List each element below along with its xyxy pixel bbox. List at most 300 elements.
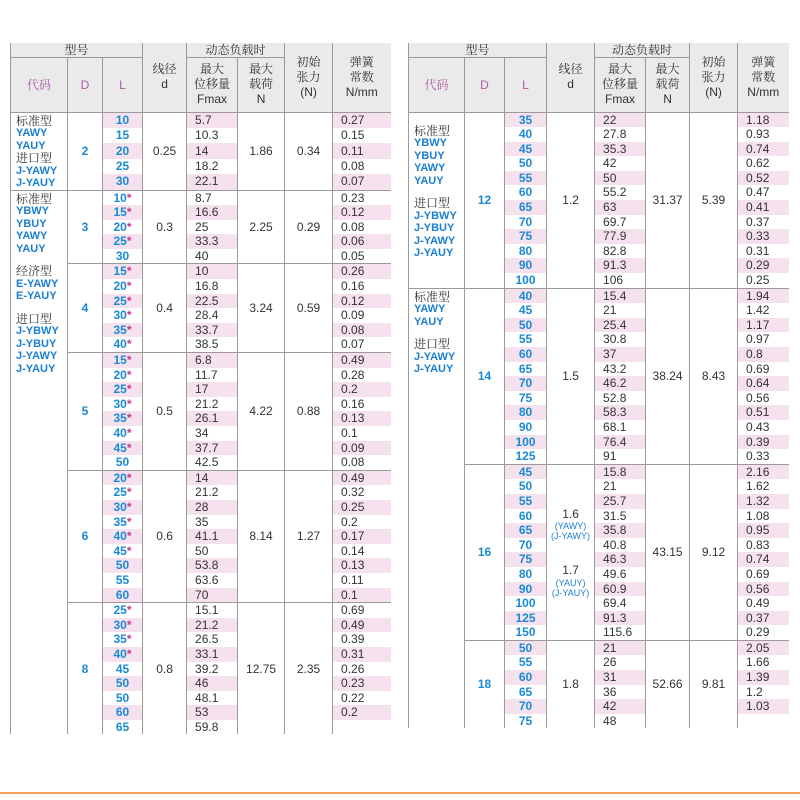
table-row [11, 264, 391, 279]
length-cell: 25 [103, 159, 143, 174]
code-cell [11, 190, 68, 734]
length-cell: 60 [103, 705, 143, 720]
diameter-cell: 3 [68, 190, 103, 264]
length-cell: 65 [103, 720, 143, 735]
asterisk-mark: * [126, 293, 132, 308]
max-displacement-cell: 21.2 [187, 397, 238, 412]
spring-rate-cell: 1.32 [738, 494, 789, 509]
max-displacement-cell: 39.2 [187, 662, 238, 677]
spring-rate-cell: 0.37 [738, 215, 789, 230]
spring-rate-cell: 1.94 [738, 288, 789, 303]
model-code: YAWY [16, 230, 48, 242]
length-cell: 125 [505, 611, 547, 626]
max-displacement-cell: 46 [187, 676, 238, 691]
model-code: J-YAUY [414, 363, 454, 376]
wire-diameter-cell: 0.4 [143, 264, 187, 353]
model-code: J-YAWY [16, 164, 58, 177]
wire-diameter-cell: 0.5 [143, 353, 187, 471]
length-cell: 25* [103, 382, 143, 397]
spring-rate-cell: 0.49 [333, 470, 391, 485]
length-cell: 50 [505, 479, 547, 494]
code-cell [409, 288, 465, 728]
spring-rate-cell: 0.26 [333, 662, 391, 677]
spring-rate-cell: 0.51 [738, 405, 789, 420]
tension-header: 初始 张力 (N) [690, 43, 738, 112]
max-displacement-cell: 25.7 [595, 494, 646, 509]
spring-rate-cell: 0.31 [333, 647, 391, 662]
spring-rate-cell: 0.13 [333, 558, 391, 573]
length-cell: 75 [505, 552, 547, 567]
length-cell: 15* [103, 205, 143, 220]
max-load-cell: 3.24 [238, 264, 285, 353]
initial-tension-cell: 0.88 [285, 353, 333, 471]
length-cell: 100 [505, 273, 547, 288]
length-cell: 30* [103, 500, 143, 515]
max-displacement-cell: 6.8 [187, 353, 238, 368]
length-cell: 60 [103, 588, 143, 603]
spring-spec-table-left [10, 43, 391, 734]
initial-tension-cell: 0.29 [285, 190, 333, 264]
length-cell: 15 [103, 128, 143, 143]
length-cell: 55 [505, 655, 547, 670]
initial-tension-cell: 5.39 [690, 112, 738, 288]
length-cell: 60 [505, 670, 547, 685]
length-cell: 25* [103, 603, 143, 618]
max-displacement-cell: 35.8 [595, 523, 646, 538]
spring-rate-cell: 0.16 [333, 397, 391, 412]
length-cell: 80 [505, 405, 547, 420]
spring-rate-cell: 0.1 [333, 426, 391, 441]
max-displacement-cell: 48.1 [187, 691, 238, 706]
spring-rate-cell: 0.33 [738, 449, 789, 464]
length-cell: 90 [505, 582, 547, 597]
spacer [547, 541, 594, 563]
model-code: YBWY [414, 137, 447, 149]
model-code: J-YAWY [414, 350, 456, 363]
asterisk-mark: * [126, 411, 132, 426]
max-displacement-cell: 33.7 [187, 323, 238, 338]
model-type-label: 标准型 [414, 289, 451, 304]
spring-rate-cell: 0.25 [333, 500, 391, 515]
model-code: J-YBWY [16, 325, 59, 337]
spring-rate-cell: 0.22 [333, 691, 391, 706]
spring-rate-cell: 0.08 [333, 220, 391, 235]
length-cell: 40 [505, 127, 547, 142]
length-cell: 20 [103, 143, 143, 158]
model-code: J-YAWY [16, 350, 58, 362]
diameter-cell: 6 [68, 470, 103, 602]
max-displacement-cell: 38.5 [187, 337, 238, 352]
spring-rate-cell: 0.93 [738, 127, 789, 142]
asterisk-mark: * [126, 205, 132, 220]
length-cell: 50 [103, 691, 143, 706]
spring-rate-cell: 0.2 [333, 705, 391, 720]
max-displacement-cell: 15.8 [595, 464, 646, 479]
length-cell: 35* [103, 632, 143, 647]
max-displacement-cell: 77.9 [595, 229, 646, 244]
spring-spec-table-right [408, 43, 789, 728]
max-displacement-cell: 35 [187, 515, 238, 530]
spring-rate-cell: 0.32 [333, 485, 391, 500]
max-displacement-cell: 106 [595, 273, 646, 288]
asterisk-mark: * [126, 514, 132, 529]
initial-tension-cell: 9.12 [690, 464, 738, 640]
model-type-label: 进口型 [414, 196, 451, 210]
length-cell: 25* [103, 485, 143, 500]
asterisk-mark: * [126, 603, 132, 618]
max-displacement-cell: 26 [595, 655, 646, 670]
length-cell: 70 [505, 376, 547, 391]
model-code-list [11, 113, 67, 190]
max-displacement-cell: 60.9 [595, 582, 646, 597]
max-load-cell: 38.24 [646, 288, 690, 464]
max-displacement-cell: 22 [595, 112, 646, 127]
model-code: YAUY [414, 174, 444, 187]
spring-rate-cell: 0.23 [333, 676, 391, 691]
initial-tension-cell: 0.34 [285, 112, 333, 190]
spring-rate-cell: 0.25 [738, 273, 789, 288]
table-row [11, 353, 391, 368]
max-displacement-cell: 91.3 [595, 611, 646, 626]
max-displacement-cell: 21 [595, 640, 646, 655]
wire-diameter-note: (J-YAWY) [551, 531, 591, 542]
spring-rate-cell: 0.69 [333, 603, 391, 618]
max-displacement-cell: 28 [187, 500, 238, 515]
table-row [409, 112, 789, 127]
max-displacement-cell: 35.3 [595, 142, 646, 157]
spring-rate-cell: 0.95 [738, 523, 789, 538]
spring-rate-cell: 0.33 [738, 229, 789, 244]
length-cell: 40* [103, 529, 143, 544]
model-code: J-YAUY [414, 247, 454, 259]
table-row [409, 288, 789, 303]
max-displacement-cell: 21.2 [187, 618, 238, 633]
spring-rate-cell: 0.52 [738, 171, 789, 186]
length-cell: 75 [505, 229, 547, 244]
spring-rate-cell [333, 720, 391, 735]
asterisk-mark: * [126, 382, 132, 397]
length-cell: 25* [103, 294, 143, 309]
asterisk-mark: * [126, 440, 132, 455]
diameter-cell: 14 [465, 288, 505, 464]
initial-tension-cell: 9.81 [690, 640, 738, 728]
max-displacement-cell: 16.6 [187, 205, 238, 220]
length-cell: 65 [505, 685, 547, 700]
spring-rate-cell: 0.62 [738, 156, 789, 171]
max-displacement-cell: 82.8 [595, 244, 646, 259]
spring-rate-cell: 0.74 [738, 552, 789, 567]
max-displacement-cell: 91.3 [595, 258, 646, 273]
wire-diameter-note: (J-YAUY) [551, 587, 590, 598]
diameter-cell: 18 [465, 640, 505, 728]
spring-rate-cell: 0.74 [738, 142, 789, 157]
spring-rate-cell: 0.28 [333, 368, 391, 383]
diameter-cell: 5 [68, 353, 103, 471]
wire-diameter-cell: 1.2 [547, 112, 595, 288]
diameter-cell: 8 [68, 603, 103, 735]
wire-diameter-cell: 0.25 [143, 112, 187, 190]
max-displacement-cell: 70 [187, 588, 238, 603]
spring-rate-cell: 2.16 [738, 464, 789, 479]
diameter-cell: 16 [465, 464, 505, 640]
spring-rate-cell: 0.13 [333, 411, 391, 426]
max-load-cell: 52.66 [646, 640, 690, 728]
table-row [11, 112, 391, 128]
model-header: 型号 [409, 43, 547, 57]
spring-rate-cell: 0.11 [333, 143, 391, 158]
model-code: YAUY [16, 242, 46, 255]
wire-diameter-cell: 1.8 [547, 640, 595, 728]
wire-diameter-cell: 1.5 [547, 288, 595, 464]
max-displacement-cell: 37.7 [187, 441, 238, 456]
model-code: YAWY [414, 303, 446, 316]
max-load-cell: 4.22 [238, 353, 285, 471]
spring-rate-cell: 0.1 [333, 588, 391, 603]
length-cell: 70 [505, 215, 547, 230]
length-cell: 30 [103, 249, 143, 264]
max-displacement-cell: 14 [187, 470, 238, 485]
length-cell: 80 [505, 567, 547, 582]
table-row [409, 464, 789, 479]
length-cell: 70 [505, 538, 547, 553]
length-cell: 50 [103, 676, 143, 691]
wire-diameter-cell [547, 464, 595, 640]
table-row [11, 470, 391, 485]
spring-rate-cell: 0.08 [333, 455, 391, 470]
model-type-label: 标准型 [16, 191, 53, 206]
spring-rate-cell: 0.06 [333, 234, 391, 249]
asterisk-mark: * [126, 426, 132, 440]
max-displacement-cell: 30.8 [595, 332, 646, 347]
length-cell: 40* [103, 426, 143, 441]
spring-rate-cell: 0.43 [738, 420, 789, 435]
length-cell: 70 [505, 699, 547, 714]
length-cell: 35* [103, 411, 143, 426]
max-displacement-cell: 59.8 [187, 720, 238, 735]
length-cell: 60 [505, 185, 547, 200]
spring-rate-cell: 0.56 [738, 582, 789, 597]
length-cell: 65 [505, 200, 547, 215]
spring-rate-cell: 0.08 [333, 323, 391, 338]
initial-tension-cell: 1.27 [285, 470, 333, 602]
asterisk-mark: * [126, 499, 132, 514]
asterisk-mark: * [126, 396, 132, 411]
max-displacement-cell: 69.7 [595, 215, 646, 230]
model-type-label: 进口型 [414, 337, 451, 352]
max-displacement-cell: 43.2 [595, 362, 646, 377]
spring-rate-cell: 0.23 [333, 190, 391, 205]
length-cell: 20* [103, 220, 143, 235]
length-cell: 75 [505, 714, 547, 729]
length-cell: 45 [103, 662, 143, 677]
spring-rate-cell: 0.12 [333, 294, 391, 309]
max-displacement-cell: 63 [595, 200, 646, 215]
max-displacement-cell: 17 [187, 382, 238, 397]
d-header: D [465, 57, 505, 112]
length-cell: 65 [505, 362, 547, 377]
model-code-list [11, 191, 67, 376]
wire-header: 线径 d [547, 43, 595, 112]
max-displacement-cell: 50 [187, 544, 238, 559]
length-cell: 50 [505, 640, 547, 655]
spring-rate-cell: 0.15 [333, 128, 391, 143]
length-cell: 45* [103, 544, 143, 559]
spring-rate-cell: 0.41 [738, 200, 789, 215]
spring-rate-cell: 0.12 [333, 205, 391, 220]
max-displacement-cell: 5.7 [187, 112, 238, 128]
length-cell: 55 [505, 332, 547, 347]
spring-rate-cell: 0.49 [333, 618, 391, 633]
spring-rate-cell: 0.17 [333, 529, 391, 544]
max-displacement-cell: 52.8 [595, 391, 646, 406]
spring-rate-cell: 0.56 [738, 391, 789, 406]
diameter-cell: 12 [465, 112, 505, 288]
wire-header: 线径 d [143, 43, 187, 112]
model-code: YAUY [16, 139, 46, 152]
max-displacement-cell: 18.2 [187, 159, 238, 174]
spring-rate-cell: 0.29 [738, 258, 789, 273]
spring-rate-cell: 1.66 [738, 655, 789, 670]
asterisk-mark: * [126, 470, 132, 485]
asterisk-mark: * [126, 646, 132, 661]
length-cell: 100 [505, 435, 547, 450]
spring-rate-cell: 0.69 [738, 362, 789, 377]
wire-diameter-cell: 0.6 [143, 470, 187, 602]
length-cell: 50 [103, 455, 143, 470]
spring-rate-cell: 1.42 [738, 303, 789, 318]
spring-rate-cell: 0.83 [738, 538, 789, 553]
table-row [409, 640, 789, 655]
spring-rate-cell: 0.05 [333, 249, 391, 264]
wire-diameter-note: (YAUY) [555, 577, 586, 588]
spring-rate-cell: 0.49 [333, 353, 391, 368]
spring-rate-cell: 0.27 [333, 112, 391, 128]
max-displacement-cell: 11.7 [187, 368, 238, 383]
model-type-label: 进口型 [16, 151, 53, 165]
asterisk-mark: * [126, 632, 132, 647]
dynamic-load-header: 动态负载时 [595, 43, 690, 57]
max-displacement-cell: 55.2 [595, 185, 646, 200]
model-code: J-YBUY [16, 337, 57, 350]
max-displacement-cell: 21.2 [187, 485, 238, 500]
length-cell: 30* [103, 397, 143, 412]
d-header: D [68, 57, 103, 112]
length-cell: 90 [505, 258, 547, 273]
length-cell: 20* [103, 279, 143, 294]
asterisk-mark: * [126, 219, 132, 234]
max-displacement-cell: 91 [595, 449, 646, 464]
length-cell: 40* [103, 337, 143, 352]
length-cell: 55 [505, 494, 547, 509]
spring-rate-cell: 0.8 [738, 347, 789, 362]
table-row [11, 190, 391, 205]
fmax-header: 最大 位移量 Fmax [595, 57, 646, 112]
model-code: YBUY [414, 149, 445, 162]
model-code: YAWY [16, 127, 48, 139]
spring-rate-cell: 1.17 [738, 318, 789, 333]
max-displacement-cell: 50 [595, 171, 646, 186]
bottom-divider [0, 792, 800, 794]
spring-rate-cell: 0.31 [738, 244, 789, 259]
length-cell: 80 [505, 244, 547, 259]
max-displacement-cell: 115.6 [595, 625, 646, 640]
length-cell: 15* [103, 264, 143, 279]
max-displacement-cell: 15.1 [187, 603, 238, 618]
max-displacement-cell: 42 [595, 156, 646, 171]
model-type-label: 进口型 [16, 311, 53, 326]
spring-rate-cell: 0.16 [333, 279, 391, 294]
spring-rate-cell: 0.14 [333, 544, 391, 559]
spacer [16, 303, 67, 313]
code-header: 代码 [11, 57, 68, 112]
spring-rate-cell: 0.64 [738, 376, 789, 391]
length-cell: 35* [103, 323, 143, 338]
length-cell: 30 [103, 174, 143, 190]
max-displacement-cell: 42 [595, 699, 646, 714]
max-displacement-cell: 53.8 [187, 558, 238, 573]
code-cell [11, 112, 68, 190]
max-displacement-cell: 10 [187, 264, 238, 279]
model-code-list [409, 289, 464, 376]
l-header: L [505, 57, 547, 112]
spring-rate-cell: 0.11 [333, 573, 391, 588]
max-displacement-cell: 53 [187, 705, 238, 720]
max-displacement-cell: 22.1 [187, 174, 238, 190]
max-displacement-cell: 48 [595, 714, 646, 729]
model-code: E-YAUY [16, 290, 57, 302]
length-cell: 50 [103, 558, 143, 573]
fmax-header: 最大 位移量 Fmax [187, 57, 238, 112]
spring-rate-cell: 0.39 [738, 435, 789, 450]
initial-tension-cell: 0.59 [285, 264, 333, 353]
model-code: J-YAWY [414, 234, 456, 247]
max-displacement-cell: 58.3 [595, 405, 646, 420]
length-cell: 100 [505, 596, 547, 611]
model-code: YAWY [414, 162, 446, 174]
length-cell: 60 [505, 509, 547, 524]
spring-rate-cell [738, 714, 789, 729]
length-cell: 25* [103, 234, 143, 249]
length-cell: 150 [505, 625, 547, 640]
spring-rate-cell: 0.39 [333, 632, 391, 647]
spring-rate-cell: 0.07 [333, 337, 391, 352]
length-cell: 45 [505, 303, 547, 318]
asterisk-mark: * [126, 279, 132, 294]
max-displacement-cell: 21 [595, 479, 646, 494]
spring-rate-cell: 1.39 [738, 670, 789, 685]
max-displacement-cell: 36 [595, 685, 646, 700]
code-cell [409, 112, 465, 288]
asterisk-mark: * [126, 308, 132, 323]
max-displacement-cell: 40.8 [595, 538, 646, 553]
max-displacement-cell: 31.5 [595, 509, 646, 524]
spring-rate-cell: 0.49 [738, 596, 789, 611]
l-header: L [103, 57, 143, 112]
length-cell: 40* [103, 647, 143, 662]
max-load-cell: 43.15 [646, 464, 690, 640]
model-code: J-YAUY [16, 362, 56, 375]
asterisk-mark: * [126, 264, 132, 279]
spring-rate-cell: 1.03 [738, 699, 789, 714]
model-code: J-YAUY [16, 177, 56, 189]
length-cell: 45* [103, 441, 143, 456]
table-row [11, 603, 391, 618]
length-cell: 50 [505, 318, 547, 333]
max-displacement-cell: 8.7 [187, 190, 238, 205]
model-type-label: 经济型 [16, 264, 53, 278]
asterisk-mark: * [126, 234, 132, 249]
length-cell: 20* [103, 470, 143, 485]
